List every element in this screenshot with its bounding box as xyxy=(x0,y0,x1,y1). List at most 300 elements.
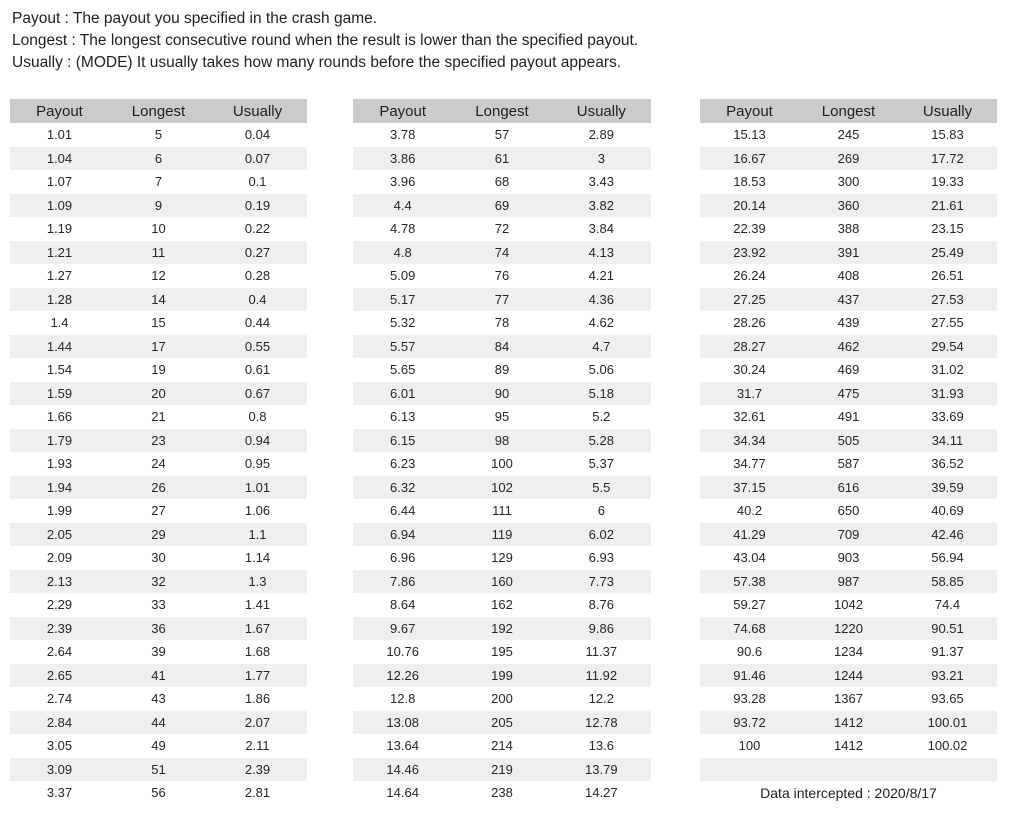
payout-cell: 16.67 xyxy=(733,150,766,166)
usually-cell: 5.37 xyxy=(588,456,614,472)
longest-cell: 74 xyxy=(494,244,510,260)
payout-cell: 41.29 xyxy=(733,526,766,542)
longest-cell: 7 xyxy=(154,174,163,190)
longest-cell: 439 xyxy=(837,315,860,331)
longest-cell: 32 xyxy=(151,573,166,589)
table-row xyxy=(700,617,997,641)
table-row xyxy=(353,405,651,429)
table-row xyxy=(10,241,307,265)
table-row xyxy=(700,570,997,594)
table-row xyxy=(353,523,651,547)
longest-cell: 77 xyxy=(494,291,510,307)
table-row xyxy=(700,734,997,758)
longest-cell: 214 xyxy=(491,738,513,754)
table-row xyxy=(700,194,997,218)
table-row xyxy=(10,523,307,547)
payout-cell: 27.25 xyxy=(733,291,766,307)
payout-cell: 6.13 xyxy=(390,409,416,425)
payout-cell: 3.37 xyxy=(46,785,73,801)
usually-cell: 7.73 xyxy=(588,573,614,589)
table-row xyxy=(10,194,307,218)
table-row xyxy=(10,288,307,312)
payout-cell: 18.53 xyxy=(733,174,766,190)
usually-cell: 8.76 xyxy=(588,597,614,613)
table-row xyxy=(700,311,997,335)
longest-cell: 709 xyxy=(837,526,860,542)
payout-cell: 22.39 xyxy=(733,221,766,237)
usually-cell: 0.19 xyxy=(244,197,271,213)
payout-cell: 2.29 xyxy=(46,597,73,613)
payout-cell: 10.76 xyxy=(386,644,419,660)
column-header-longest: Longest xyxy=(131,102,186,120)
usually-cell: 12.78 xyxy=(585,714,618,730)
usually-cell: 6 xyxy=(597,503,605,519)
usually-cell: 0.61 xyxy=(244,362,271,378)
table-row xyxy=(353,429,651,453)
usually-cell: 58.85 xyxy=(931,573,964,589)
longest-cell: 98 xyxy=(494,432,510,448)
usually-cell: 1.77 xyxy=(244,667,271,683)
usually-cell: 4.62 xyxy=(588,315,614,331)
legend-line-longest: Longest : The longest consecutive round when the result is lower than the specified payout. xyxy=(12,32,639,49)
usually-cell: 13.6 xyxy=(588,738,614,754)
table-row xyxy=(10,640,307,664)
table-row xyxy=(353,640,651,664)
usually-cell: 27.53 xyxy=(931,291,964,307)
payout-cell: 2.39 xyxy=(46,620,73,636)
table-row xyxy=(700,640,997,664)
longest-cell: 11 xyxy=(151,244,166,260)
usually-cell: 34.11 xyxy=(931,432,964,448)
payout-cell: 3.09 xyxy=(46,761,73,777)
table-row xyxy=(700,170,997,194)
column-header-payout: Payout xyxy=(36,102,83,120)
table-row xyxy=(10,476,307,500)
usually-cell: 5.2 xyxy=(592,409,611,425)
table-row xyxy=(700,123,997,147)
table-row xyxy=(353,123,651,147)
usually-cell: 56.94 xyxy=(931,550,964,566)
table-row xyxy=(700,429,997,453)
longest-cell: 26 xyxy=(151,479,166,495)
payout-cell: 6.01 xyxy=(390,385,416,401)
table-row xyxy=(353,546,651,570)
longest-cell: 36 xyxy=(151,620,166,636)
longest-cell: 391 xyxy=(837,244,860,260)
longest-cell: 192 xyxy=(491,620,513,636)
longest-cell: 200 xyxy=(491,691,513,707)
payout-cell: 1.28 xyxy=(46,291,73,307)
table-row xyxy=(700,382,997,406)
payout-cell: 3.86 xyxy=(390,150,416,166)
table-row xyxy=(700,523,997,547)
payout-cell: 15.13 xyxy=(733,127,766,143)
payout-cell: 28.26 xyxy=(733,315,766,331)
longest-cell: 20 xyxy=(151,385,166,401)
payout-cell: 12.8 xyxy=(390,691,416,707)
table-row xyxy=(353,476,651,500)
longest-cell: 160 xyxy=(491,573,513,589)
usually-cell: 93.65 xyxy=(931,691,964,707)
usually-cell: 1.3 xyxy=(248,573,267,589)
usually-cell: 0.27 xyxy=(244,244,271,260)
payout-cell: 2.13 xyxy=(46,573,73,589)
table-row xyxy=(353,288,651,312)
table-header-row xyxy=(10,99,307,123)
usually-cell: 1.41 xyxy=(244,597,271,613)
table-row xyxy=(353,264,651,288)
longest-cell: 89 xyxy=(494,362,510,378)
payout-cell: 34.34 xyxy=(733,432,766,448)
usually-cell: 39.59 xyxy=(931,479,964,495)
column-header-usually: Usually xyxy=(576,102,626,120)
table-row xyxy=(10,734,307,758)
usually-cell: 0.1 xyxy=(248,174,267,190)
longest-cell: 195 xyxy=(491,644,513,660)
usually-cell: 42.46 xyxy=(931,526,964,542)
payout-cell: 1.66 xyxy=(46,409,73,425)
payout-cell: 40.2 xyxy=(736,503,763,519)
table-row xyxy=(10,499,307,523)
payout-cell: 3.96 xyxy=(390,174,416,190)
table-row xyxy=(353,382,651,406)
table-row xyxy=(10,311,307,335)
usually-cell: 2.07 xyxy=(244,714,271,730)
payout-cell: 14.46 xyxy=(386,761,419,777)
table-row xyxy=(353,781,651,805)
usually-cell: 5.18 xyxy=(588,385,614,401)
payout-cell: 1.01 xyxy=(46,127,73,143)
usually-cell: 2.11 xyxy=(245,738,270,754)
longest-cell: 69 xyxy=(494,197,510,213)
payout-cell: 6.44 xyxy=(390,503,416,519)
table-row xyxy=(353,617,651,641)
longest-cell: 360 xyxy=(837,197,860,213)
table-row xyxy=(700,499,997,523)
usually-cell: 11.37 xyxy=(585,644,618,660)
usually-cell: 0.94 xyxy=(244,432,271,448)
longest-cell: 24 xyxy=(151,456,166,472)
table-row xyxy=(353,593,651,617)
longest-cell: 650 xyxy=(837,503,860,519)
usually-cell: 31.93 xyxy=(931,385,964,401)
column-legend xyxy=(12,8,638,74)
table-header-row xyxy=(353,99,651,123)
longest-cell: 12 xyxy=(151,268,166,284)
payout-cell: 100 xyxy=(738,738,761,754)
usually-cell: 15.83 xyxy=(931,127,964,143)
longest-cell: 587 xyxy=(837,456,860,472)
usually-cell: 2.89 xyxy=(588,127,614,143)
table-row xyxy=(10,664,307,688)
payout-table-mid-range xyxy=(353,99,651,805)
longest-cell: 238 xyxy=(491,785,513,801)
usually-cell: 9.86 xyxy=(588,620,614,636)
table-row xyxy=(353,711,651,735)
legend-line-payout: Payout : The payout you specified in the crash game. xyxy=(12,10,378,27)
table-row xyxy=(10,429,307,453)
usually-cell: 2.81 xyxy=(244,785,271,801)
payout-cell: 13.08 xyxy=(386,714,419,730)
payout-cell: 93.28 xyxy=(733,691,766,707)
table-header-row xyxy=(700,99,997,123)
usually-cell: 0.67 xyxy=(244,385,271,401)
usually-cell: 5.06 xyxy=(588,362,614,378)
table-row xyxy=(700,593,997,617)
longest-cell: 119 xyxy=(491,526,513,542)
usually-cell: 0.55 xyxy=(244,338,271,354)
table-row xyxy=(353,217,651,241)
longest-cell: 6 xyxy=(154,150,163,166)
usually-cell: 0.8 xyxy=(248,409,267,425)
table-row xyxy=(353,687,651,711)
table-row xyxy=(10,781,307,805)
payout-cell: 90.6 xyxy=(736,644,763,660)
payout-cell: 34.77 xyxy=(733,456,766,472)
longest-cell: 33 xyxy=(151,597,166,613)
table-row xyxy=(10,570,307,594)
table-row xyxy=(10,758,307,782)
payout-cell: 14.64 xyxy=(386,785,419,801)
usually-cell: 33.69 xyxy=(931,409,964,425)
table-row xyxy=(10,382,307,406)
longest-cell: 56 xyxy=(151,785,166,801)
payout-cell: 43.04 xyxy=(733,550,766,566)
table-row xyxy=(353,147,651,171)
longest-cell: 102 xyxy=(491,479,513,495)
usually-cell: 4.36 xyxy=(588,291,614,307)
table-row xyxy=(10,335,307,359)
table-row xyxy=(353,570,651,594)
table-row xyxy=(10,405,307,429)
table-row xyxy=(700,217,997,241)
table-row xyxy=(700,241,997,265)
table-row xyxy=(700,335,997,359)
usually-cell: 4.7 xyxy=(592,338,611,354)
payout-cell: 8.64 xyxy=(390,597,416,613)
payout-cell: 1.54 xyxy=(46,362,73,378)
usually-cell: 0.07 xyxy=(244,150,271,166)
usually-cell: 12.2 xyxy=(588,691,614,707)
table-row xyxy=(353,664,651,688)
usually-cell: 3.84 xyxy=(588,221,614,237)
longest-cell: 903 xyxy=(837,550,860,566)
table-row xyxy=(700,476,997,500)
usually-cell: 0.44 xyxy=(244,315,271,331)
payout-cell: 1.44 xyxy=(46,338,73,354)
table-row xyxy=(353,241,651,265)
longest-cell: 162 xyxy=(491,597,513,613)
payout-table-low-range xyxy=(10,99,307,805)
table-row xyxy=(10,123,307,147)
payout-cell: 1.19 xyxy=(46,221,73,237)
longest-cell: 1367 xyxy=(834,691,863,707)
payout-cell: 2.84 xyxy=(46,714,73,730)
payout-cell: 5.17 xyxy=(390,291,416,307)
payout-cell: 57.38 xyxy=(733,573,766,589)
table-row xyxy=(353,194,651,218)
payout-cell: 4.4 xyxy=(393,197,412,213)
longest-cell: 475 xyxy=(837,385,860,401)
longest-cell: 1244 xyxy=(834,667,863,683)
payout-cell: 5.32 xyxy=(390,315,416,331)
usually-cell: 6.02 xyxy=(588,526,614,542)
usually-cell: 36.52 xyxy=(931,456,964,472)
payout-cell: 20.14 xyxy=(733,197,766,213)
table-row xyxy=(10,170,307,194)
longest-cell: 17 xyxy=(151,338,166,354)
longest-cell: 437 xyxy=(837,291,860,307)
usually-cell: 11.92 xyxy=(585,667,618,683)
usually-cell: 40.69 xyxy=(931,503,964,519)
usually-cell: 14.27 xyxy=(585,785,618,801)
blank-row xyxy=(700,758,997,782)
longest-cell: 43 xyxy=(151,691,166,707)
payout-cell: 91.46 xyxy=(733,667,766,683)
usually-cell: 1.68 xyxy=(244,644,271,660)
payout-cell: 74.68 xyxy=(733,620,766,636)
table-row xyxy=(700,664,997,688)
payout-cell: 4.8 xyxy=(393,244,412,260)
payout-cell: 1.59 xyxy=(46,385,73,401)
table-row xyxy=(353,499,651,523)
usually-cell: 27.55 xyxy=(931,315,964,331)
longest-cell: 505 xyxy=(837,432,860,448)
payout-table-high-range xyxy=(700,99,997,801)
usually-cell: 4.13 xyxy=(588,244,614,260)
payout-cell: 1.21 xyxy=(46,244,73,260)
legend-line-usually: Usually : (MODE) It usually takes how many rounds before the specified payout appears. xyxy=(12,54,622,71)
payout-cell: 1.09 xyxy=(46,197,73,213)
usually-cell: 23.15 xyxy=(931,221,964,237)
usually-cell: 1.06 xyxy=(244,503,271,519)
table-row xyxy=(700,288,997,312)
longest-cell: 90 xyxy=(494,385,510,401)
table-row xyxy=(353,452,651,476)
table-row xyxy=(700,264,997,288)
payout-cell: 9.67 xyxy=(390,620,416,636)
longest-cell: 44 xyxy=(151,714,166,730)
longest-cell: 469 xyxy=(837,362,860,378)
usually-cell: 100.02 xyxy=(927,738,968,754)
longest-cell: 408 xyxy=(837,268,860,284)
usually-cell: 91.37 xyxy=(931,644,964,660)
payout-cell: 5.09 xyxy=(390,268,416,284)
table-row xyxy=(353,170,651,194)
payout-cell: 23.92 xyxy=(733,244,766,260)
column-header-usually: Usually xyxy=(922,102,973,120)
usually-cell: 25.49 xyxy=(931,244,964,260)
payout-cell: 7.86 xyxy=(390,573,416,589)
usually-cell: 3.43 xyxy=(588,174,614,190)
usually-cell: 13.79 xyxy=(585,761,618,777)
column-header-longest: Longest xyxy=(821,102,876,120)
usually-cell: 26.51 xyxy=(931,268,964,284)
column-header-payout: Payout xyxy=(379,102,427,120)
longest-cell: 1220 xyxy=(834,620,863,636)
longest-cell: 388 xyxy=(837,221,860,237)
table-row xyxy=(700,546,997,570)
payout-cell: 2.05 xyxy=(46,526,73,542)
longest-cell: 30 xyxy=(151,550,166,566)
longest-cell: 10 xyxy=(151,221,166,237)
column-header-usually: Usually xyxy=(232,102,283,120)
payout-cell: 6.96 xyxy=(390,550,416,566)
payout-cell: 37.15 xyxy=(733,479,766,495)
longest-cell: 15 xyxy=(151,315,166,331)
longest-cell: 111 xyxy=(492,503,512,519)
longest-cell: 57 xyxy=(494,127,510,143)
payout-cell: 6.15 xyxy=(390,432,416,448)
table-row xyxy=(353,358,651,382)
longest-cell: 78 xyxy=(494,315,510,331)
table-row xyxy=(10,593,307,617)
usually-cell: 100.01 xyxy=(927,714,968,730)
longest-cell: 68 xyxy=(494,174,510,190)
longest-cell: 5 xyxy=(154,127,163,143)
usually-cell: 1.14 xyxy=(244,550,271,566)
usually-cell: 74.4 xyxy=(934,597,961,613)
usually-cell: 0.4 xyxy=(248,291,267,307)
usually-cell: 4.21 xyxy=(588,268,614,284)
usually-cell: 1.67 xyxy=(244,620,271,636)
payout-cell: 30.24 xyxy=(733,362,766,378)
table-row xyxy=(10,687,307,711)
payout-cell: 93.72 xyxy=(733,714,766,730)
longest-cell: 462 xyxy=(837,338,860,354)
table-row xyxy=(353,335,651,359)
longest-cell: 300 xyxy=(837,174,860,190)
longest-cell: 129 xyxy=(491,550,513,566)
longest-cell: 27 xyxy=(151,503,166,519)
usually-cell: 0.95 xyxy=(244,456,271,472)
longest-cell: 1234 xyxy=(834,644,863,660)
longest-cell: 14 xyxy=(151,291,166,307)
longest-cell: 95 xyxy=(494,409,510,425)
usually-cell: 19.33 xyxy=(931,174,964,190)
table-row xyxy=(10,546,307,570)
usually-cell: 17.72 xyxy=(931,150,964,166)
longest-cell: 9 xyxy=(154,197,163,213)
payout-cell: 6.23 xyxy=(390,456,416,472)
table-row xyxy=(700,405,997,429)
payout-cell: 28.27 xyxy=(733,338,766,354)
usually-cell: 0.28 xyxy=(244,268,271,284)
longest-cell: 61 xyxy=(494,150,510,166)
payout-cell: 26.24 xyxy=(733,268,766,284)
payout-cell: 6.32 xyxy=(390,479,416,495)
longest-cell: 1412 xyxy=(834,738,863,754)
table-row xyxy=(10,264,307,288)
table-row xyxy=(700,358,997,382)
longest-cell: 39 xyxy=(151,644,166,660)
table-row xyxy=(353,758,651,782)
usually-cell: 0.04 xyxy=(244,127,271,143)
usually-cell: 3 xyxy=(597,150,605,166)
payout-cell: 1.99 xyxy=(46,503,73,519)
usually-cell: 90.51 xyxy=(931,620,964,636)
payout-cell: 32.61 xyxy=(733,409,766,425)
longest-cell: 205 xyxy=(491,714,513,730)
longest-cell: 72 xyxy=(494,221,510,237)
usually-cell: 2.39 xyxy=(244,761,271,777)
longest-cell: 245 xyxy=(837,127,860,143)
usually-cell: 1.01 xyxy=(244,479,271,495)
usually-cell: 0.22 xyxy=(244,221,271,237)
payout-cell: 4.78 xyxy=(390,221,416,237)
data-intercepted-date: Data intercepted : 2020/8/17 xyxy=(760,785,937,801)
longest-cell: 1412 xyxy=(834,714,863,730)
